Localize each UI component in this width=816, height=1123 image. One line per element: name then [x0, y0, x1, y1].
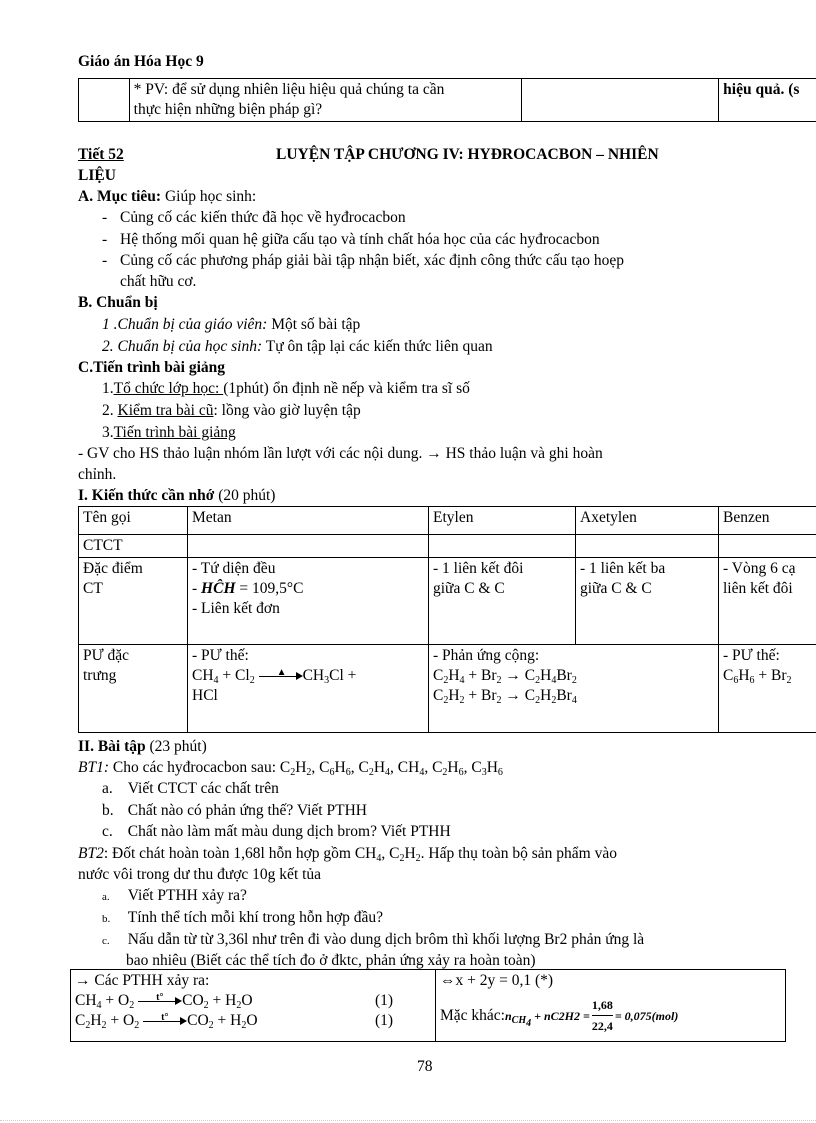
- answer-right: ⇔x + 2y = 0,1 (*) Mặc khác: $n_{CH_4} + nC2H2$ = $\frac{1,68}{22,4}$ = 0,075(mol): [436, 970, 786, 1042]
- col-header: Benzen: [719, 507, 816, 535]
- bt2-item: b. Tính thể tích mỗi khí trong hỗn hợp đầu?: [102, 909, 384, 926]
- lesson-period: Tiết 52: [78, 146, 124, 163]
- process-step-3: 3.Tiến trình bài giảng: [102, 424, 236, 441]
- objective-item-cont: chất hữu cơ.: [120, 273, 197, 290]
- bt2-prompt: BT2: Đốt chát hoàn toàn 1,68l hỗn hợp gồm $CH_4$, $C_2H_2$. Hấp thụ toàn bộ sản phẩm vào: [78, 845, 617, 864]
- bt1-item: c. Chất nào làm mất màu dung dịch brom? Viết PTHH: [102, 823, 451, 840]
- row-label-dd: Đặc điểm CT: [79, 558, 188, 645]
- reaction-arrow-icon: t°: [138, 996, 182, 1006]
- col-header: Axetylen: [576, 507, 719, 535]
- top-table-right: hiệu quả. (s: [719, 79, 816, 122]
- section2-heading: II. Bài tập (23 phút): [78, 738, 207, 755]
- bt2-item: a. Viết PTHH xảy ra?: [102, 887, 247, 904]
- document-header: Giáo án Hóa Học 9: [78, 53, 204, 70]
- metan-reaction: - PƯ thế: $CH_4 + Cl_2$ ▲ $CH_3Cl$ + HCl: [188, 645, 429, 733]
- page-number: 78: [417, 1058, 433, 1075]
- objectives-intro: Giúp học sinh:: [161, 188, 257, 205]
- lesson-title-cont: LIỆU: [78, 167, 116, 184]
- bt1-prompt: BT1: Cho các hyđrocacbon sau: $C_2H_2$, $C_6H_6$, $C_2H_4$, $CH_4$, $C_2H_6$, $C_3H_6$: [78, 759, 503, 778]
- lesson-title: LUYỆN TẬP CHƯƠNG IV: HYĐROCACBON – NHIÊN: [276, 146, 659, 163]
- prep-student: 2. Chuẩn bị của học sinh: Tự ôn tập lại các kiến thức liên quan: [102, 338, 493, 355]
- row-label-ctct: CTCT: [79, 535, 188, 558]
- col-header: Metan: [188, 507, 429, 535]
- objectives-heading-line: [78, 186, 256, 207]
- reaction-arrow-icon: t°: [143, 1016, 187, 1026]
- process-heading: C.Tiến trình bài giảng: [78, 359, 226, 376]
- process-step-2: 2. Kiểm tra bài cũ: lồng vào giờ luyện tập: [102, 402, 361, 419]
- bt1-item: a. Viết CTCT các chất trên: [102, 780, 279, 797]
- row-label-pu: PƯ đặc trưng: [79, 645, 188, 733]
- metan-features: - Tứ diện đều - HĈH = 109,5°C - Liên kết đơn: [188, 558, 429, 645]
- bt2-item-cont: bao nhiêu (Biết các thể tích đo ở đktc, phản ứng xảy ra hoàn toàn): [126, 952, 536, 969]
- objective-item: - Củng cố các phương pháp giải bài tập nhận biết, xác định công thức cấu tạo hoẹp: [102, 252, 625, 269]
- prep-teacher: 1 .Chuẩn bị của giáo viên: Một số bài tập: [102, 316, 361, 333]
- etylen-features: - 1 liên kết đôi giữa C & C: [429, 558, 576, 645]
- benzen-reaction: - PƯ thế: $C_6H_6 + Br_2$: [719, 645, 816, 733]
- prep-heading: B. Chuẩn bị: [78, 294, 158, 311]
- bt1-item: b. Chất nào có phản ứng thế? Viết PTHH: [102, 802, 367, 819]
- answer-table: [70, 969, 786, 1042]
- reaction-arrow-icon: ▲: [259, 671, 303, 681]
- bt2-prompt-cont: nước vôi trong dư thu được 10g kết tủa: [78, 866, 322, 883]
- answer-left: → Các PTHH xảy ra: $CH_4 + O_2$ t° $CO_2 + H_2O$ (1) $C_2H_2 + O_2$ t° $CO_2 + H_2O$ (1): [71, 970, 436, 1042]
- etylen-axetylen-reaction: - Phản ứng cộng: $C_2H_4 + Br_2 \to C_2H_4Br_2$ $C_2H_2 + Br_2 \to C_2H_2Br_4$: [429, 645, 719, 733]
- process-step-1: 1.Tổ chức lớp học: (1phút) ổn định nề nếp và kiểm tra sĩ số: [102, 380, 470, 397]
- gv-instruction: - GV cho HS thảo luận nhóm lần lượt với các nội dung. → HS thảo luận và ghi hoàn: [78, 445, 603, 462]
- top-table-line1: * PV: để sử dụng nhiên liệu hiệu quả chúng ta cần: [133, 81, 445, 98]
- section1-heading: I. Kiến thức cần nhớ (20 phút): [78, 487, 276, 504]
- objective-item: - Củng cố các kiến thức đã học về hyđrocacbon: [102, 209, 406, 226]
- top-table: [78, 78, 816, 122]
- axetylen-features: - 1 liên kết ba giữa C & C: [576, 558, 719, 645]
- col-header: Tên gọi: [79, 507, 188, 535]
- benzen-features: - Vòng 6 cạ liên kết đôi: [719, 558, 816, 645]
- objectives-heading: A. Mục tiêu:: [78, 188, 162, 205]
- col-header: Etylen: [429, 507, 576, 535]
- gv-instruction-cont: chỉnh.: [78, 466, 117, 483]
- top-table-line2: thực hiện những biện pháp gì?: [133, 101, 323, 118]
- knowledge-table: [78, 506, 816, 733]
- objective-item: - Hệ thống mối quan hệ giữa cấu tạo và tính chất hóa học của các hyđrocacbon: [102, 231, 600, 248]
- bt2-item: c. Nấu dẫn từ từ 3,36l như trên đi vào dung dịch brôm thì khối lượng Br2 phản ứng là: [102, 931, 645, 948]
